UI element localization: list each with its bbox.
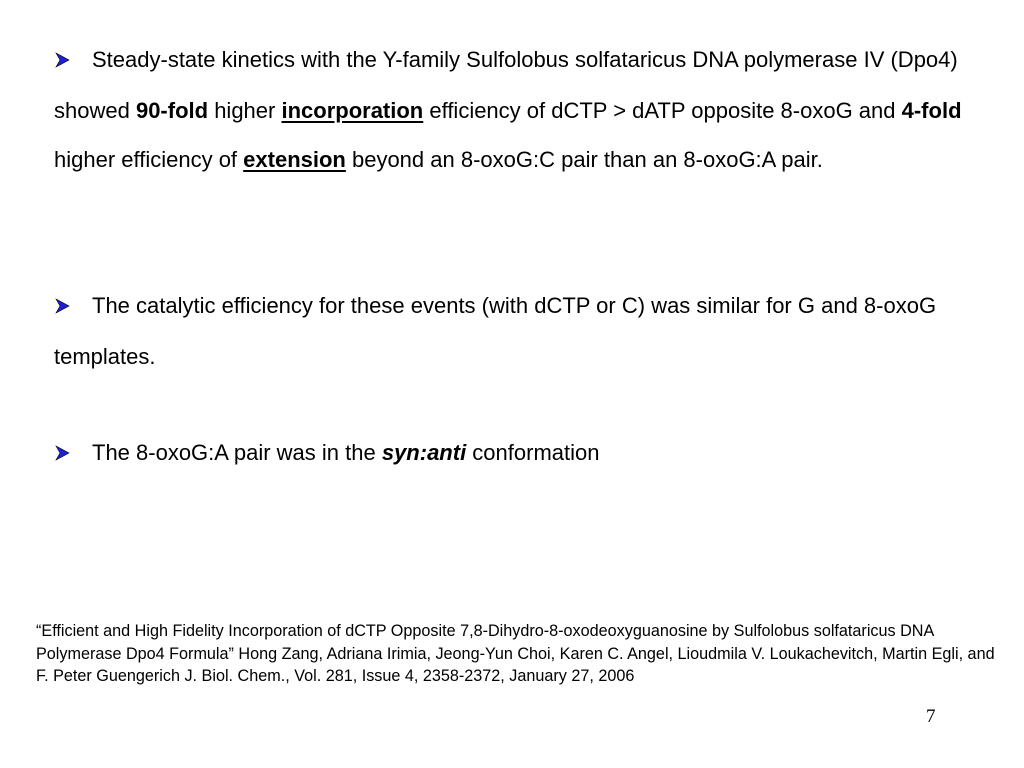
bullet-item-kinetics	[54, 35, 974, 184]
arrowhead-bullet-icon	[54, 283, 92, 332]
bullet-text: The 8-oxoG:A pair was in the	[92, 440, 382, 465]
bullet-text: Steady-state kinetics with the Y-family Sulfolobus solfataricus DNA polymerase IV (Dpo4) showed	[54, 47, 958, 123]
bold-emphasis: 4-fold	[901, 98, 962, 123]
bullet-item-catalytic-efficiency	[54, 281, 974, 381]
citation-reference: “Efficient and High Fidelity Incorporation of dCTP Opposite 7,8-Dihydro-8-oxodeoxyguanosine by Sulfolobus solfataricus DNA Polymerase Dpo4 Formula” Hong Zang, Adriana Irimia, Jeong-Yun Choi, Karen C. Angel, Lioudmila V. Loukachevitch, Martin Egli, and F. Peter Guengerich J. Biol. Chem., Vol. 281, Issue 4, 2358-2372, January 27, 2006	[36, 622, 995, 685]
bold-italic-emphasis: syn:anti	[381, 440, 467, 465]
page-number: 7	[926, 706, 936, 727]
underlined-emphasis: extension	[243, 147, 346, 172]
bold-emphasis: 90-fold	[135, 98, 209, 123]
bullet-text: The catalytic efficiency for these events (with dCTP or C) was similar for G and 8-oxoG templates.	[54, 293, 937, 369]
bullet-text: higher efficiency of	[54, 147, 244, 172]
bullet-text: conformation	[466, 440, 600, 465]
bullet-text: beyond an 8-oxoG:C pair than an 8-oxoG:A pair.	[345, 147, 823, 172]
bullet-text: efficiency of dCTP > dATP opposite 8-oxoG and	[423, 98, 902, 123]
arrowhead-bullet-icon	[54, 37, 92, 86]
bullet-text: higher	[208, 98, 282, 123]
arrowhead-bullet-icon	[54, 430, 92, 479]
underlined-emphasis: incorporation	[281, 98, 424, 123]
bullet-item-conformation	[54, 428, 974, 479]
